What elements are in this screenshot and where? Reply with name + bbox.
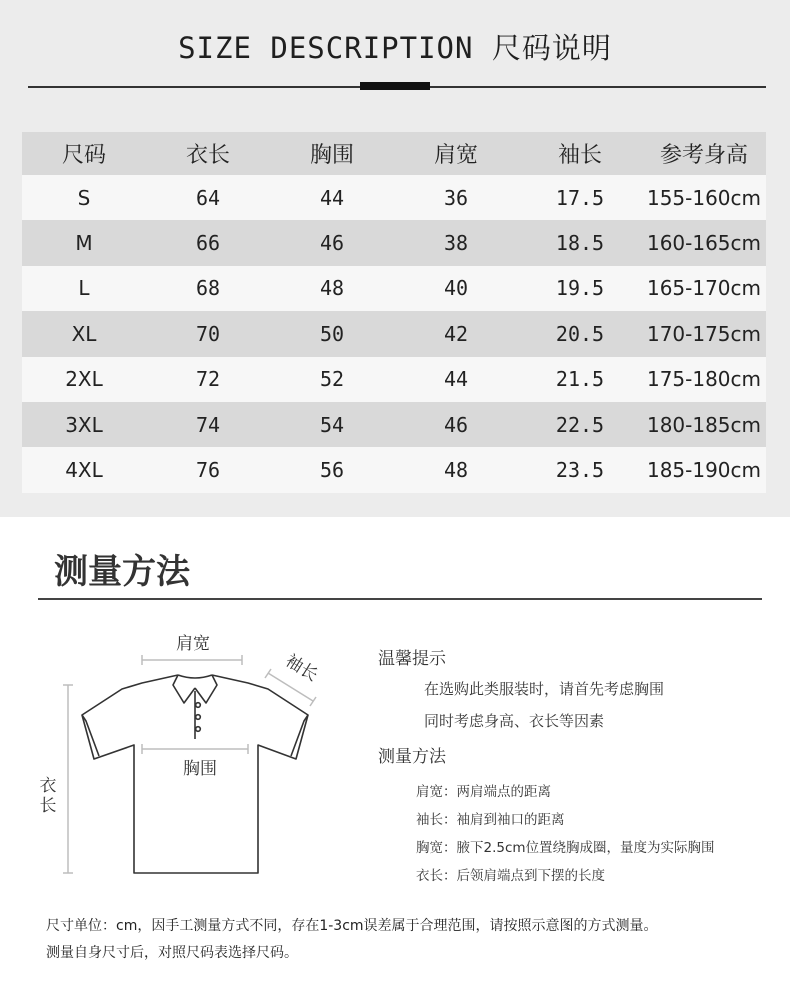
chest-label: 胸围 xyxy=(183,759,217,779)
page-title: SIZE DESCRIPTION 尺码说明 xyxy=(178,31,612,65)
cell-sleeve: 23.5 xyxy=(518,447,642,492)
definition-shoulder: 肩宽：两肩端点的距离 xyxy=(416,784,551,800)
cell-shoulder: 42 xyxy=(394,311,518,356)
table-row xyxy=(22,311,766,356)
cell-chest: 54 xyxy=(270,402,394,447)
cell-size: M xyxy=(22,220,146,265)
cell-length: 76 xyxy=(146,447,270,492)
table-row xyxy=(22,357,766,402)
title-divider-accent xyxy=(360,82,430,90)
cell-height: 170-175cm xyxy=(642,311,766,356)
shoulder-label: 肩宽 xyxy=(176,634,210,654)
cell-height: 175-180cm xyxy=(642,357,766,402)
cell-size: S xyxy=(22,175,146,220)
footer-note-units: 尺寸单位：cm，因手工测量方式不同，存在1-3cm误差属于合理范围，请按照示意图的方式测量。 xyxy=(46,918,658,934)
cell-shoulder: 48 xyxy=(394,447,518,492)
measure-section-title: 测量方法 xyxy=(54,552,190,592)
definition-length: 衣长：后领肩端点到下摆的长度 xyxy=(416,868,605,884)
cell-sleeve: 18.5 xyxy=(518,220,642,265)
cell-length: 70 xyxy=(146,311,270,356)
button xyxy=(196,703,201,708)
cell-chest: 56 xyxy=(270,447,394,492)
cell-sleeve: 19.5 xyxy=(518,266,642,311)
definition-sleeve: 袖长：袖肩到袖口的距离 xyxy=(416,812,565,828)
definition-chest: 胸宽：腋下2.5cm位置绕胸成圈，量度为实际胸围 xyxy=(416,840,715,856)
collar-left xyxy=(173,675,195,703)
table-row xyxy=(22,220,766,265)
cell-height: 160-165cm xyxy=(642,220,766,265)
table-header-row xyxy=(22,132,766,175)
column-header: 衣长 xyxy=(146,132,270,175)
cell-chest: 52 xyxy=(270,357,394,402)
tips-heading: 温馨提示 xyxy=(378,649,446,669)
footer-note-instruction: 测量自身尺寸后，对照尺码表选择尺码。 xyxy=(46,945,298,961)
cell-sleeve: 20.5 xyxy=(518,311,642,356)
cell-size: L xyxy=(22,266,146,311)
cell-chest: 46 xyxy=(270,220,394,265)
button xyxy=(196,727,201,732)
sleeve-cuff-right xyxy=(291,715,308,756)
sleeve-cuff-left xyxy=(82,715,99,756)
cell-shoulder: 38 xyxy=(394,220,518,265)
cell-size: 3XL xyxy=(22,402,146,447)
column-header: 胸围 xyxy=(270,132,394,175)
tip-line: 同时考虑身高、衣长等因素 xyxy=(424,712,605,730)
cell-chest: 50 xyxy=(270,311,394,356)
cell-height: 185-190cm xyxy=(642,447,766,492)
collar-right xyxy=(195,675,217,703)
cell-length: 72 xyxy=(146,357,270,402)
cell-height: 155-160cm xyxy=(642,175,766,220)
column-header: 尺码 xyxy=(22,132,146,175)
cell-size: 2XL xyxy=(22,357,146,402)
table-row xyxy=(22,175,766,220)
cell-height: 180-185cm xyxy=(642,402,766,447)
cell-chest: 48 xyxy=(270,266,394,311)
collar-back xyxy=(178,675,212,678)
button xyxy=(196,715,201,720)
cell-shoulder: 36 xyxy=(394,175,518,220)
cell-length: 64 xyxy=(146,175,270,220)
tip-line: 在选购此类服装时，请首先考虑胸围 xyxy=(424,680,665,698)
table-row xyxy=(22,447,766,492)
cell-sleeve: 17.5 xyxy=(518,175,642,220)
column-header: 袖长 xyxy=(518,132,642,175)
size-table xyxy=(22,132,766,493)
length-label-top: 衣 xyxy=(39,776,57,796)
cell-shoulder: 40 xyxy=(394,266,518,311)
column-header: 参考身高 xyxy=(642,132,766,175)
cell-shoulder: 46 xyxy=(394,402,518,447)
measure-divider xyxy=(38,598,762,600)
cell-size: 4XL xyxy=(22,447,146,492)
column-header: 肩宽 xyxy=(394,132,518,175)
cell-length: 66 xyxy=(146,220,270,265)
cell-length: 74 xyxy=(146,402,270,447)
polo-shirt-diagram xyxy=(30,625,350,895)
method-heading: 测量方法 xyxy=(378,747,446,767)
table-row xyxy=(22,402,766,447)
cell-height: 165-170cm xyxy=(642,266,766,311)
cell-length: 68 xyxy=(146,266,270,311)
cell-sleeve: 22.5 xyxy=(518,402,642,447)
cell-size: XL xyxy=(22,311,146,356)
cell-shoulder: 44 xyxy=(394,357,518,402)
length-label-bottom: 长 xyxy=(39,796,57,816)
table-row xyxy=(22,266,766,311)
sleeve-label: 袖长 xyxy=(281,650,322,686)
cell-chest: 44 xyxy=(270,175,394,220)
cell-sleeve: 21.5 xyxy=(518,357,642,402)
